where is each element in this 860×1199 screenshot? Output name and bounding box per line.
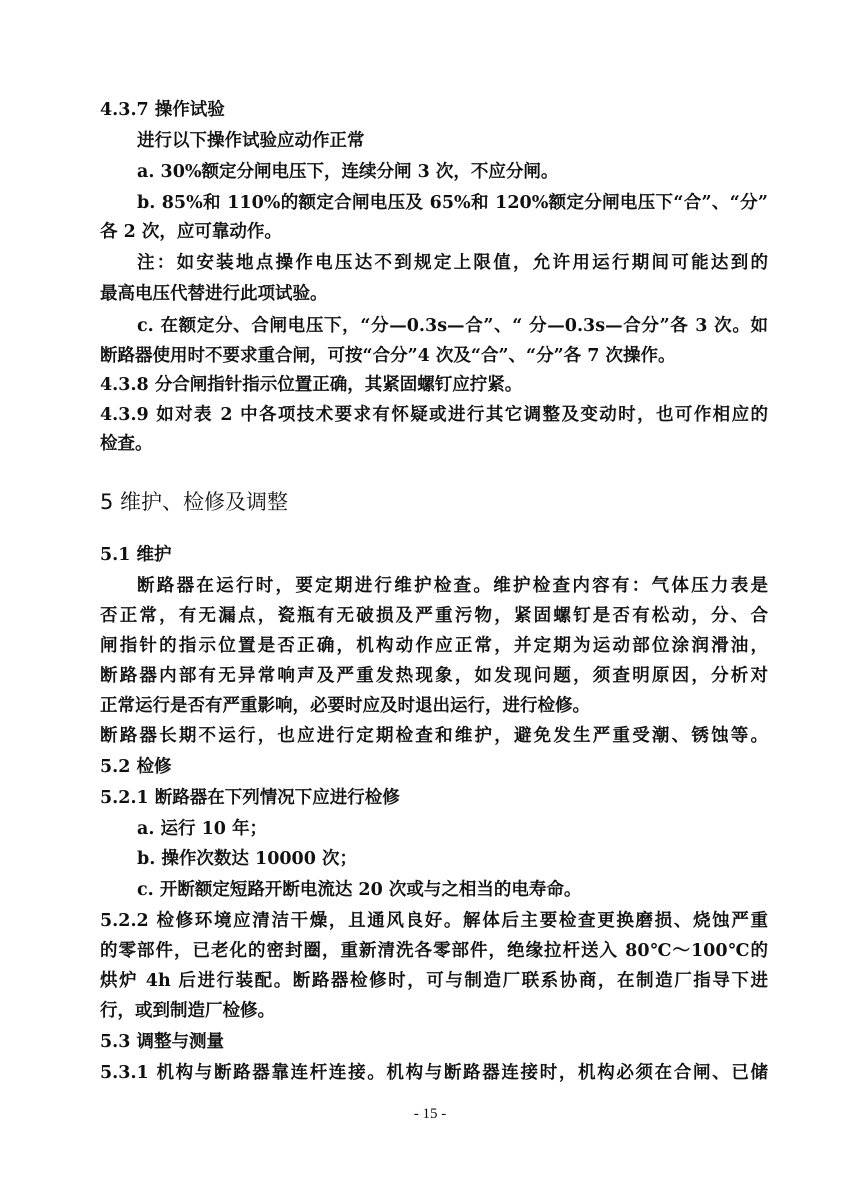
text-line: 进行以下操作试验应动作正常 [137, 131, 365, 151]
list-item: a. 运行 10 年； [137, 819, 268, 839]
list-item: c. 开断额定短路开断电流达 20 次或与之相当的电寿命。 [137, 880, 582, 900]
paragraph-line: 正常运行是否有严重影响，必要时应及时退出运行，进行检修。 [100, 696, 590, 716]
heading-4-3-9: 4.3.9 如对表 2 中各项技术要求有怀疑或进行其它调整及变动时，也可作相应的 [100, 405, 768, 425]
heading-5-2-1: 5.2.1 断路器在下列情况下应进行检修 [100, 788, 400, 808]
paragraph-line: 断路器在运行时，要定期进行维护检查。维护检查内容有：气体压力表是 [137, 576, 768, 596]
paragraph-line: 烘炉 4h 后进行装配。断路器检修时，可与制造厂联系协商，在制造厂指导下进 [100, 971, 768, 991]
note-line: 最高电压代替进行此项试验。 [100, 284, 328, 304]
heading-5-2-2: 5.2.2 检修环境应清洁干燥，且通风良好。解体后主要检查更换磨损、烧蚀严重 [100, 911, 768, 931]
text-line: 检查。 [100, 434, 153, 454]
heading-5-1: 5.1 维护 [100, 545, 172, 565]
paragraph-line: 的零部件，已老化的密封圈，重新清洗各零部件，绝缘拉杆送入 80℃～100℃的 [100, 941, 768, 961]
paragraph-line: 闸指针的指示位置是否正确，机构动作应正常，并定期为运动部位涂润滑油， [100, 636, 768, 656]
paragraph-line: 断路器内部有无异常响声及严重发热现象，如发现问题，须查明原因，分析对 [100, 666, 768, 686]
heading-5-3: 5.3 调整与测量 [100, 1032, 225, 1052]
text-line: a. 30%额定分闸电压下，连续分闸 3 次，不应分闸。 [137, 162, 559, 182]
text-line: b. 85%和 110%的额定合闸电压及 65%和 120%额定分闸电压下“合”、“分” [137, 193, 768, 213]
list-item: b. 操作次数达 10000 次； [137, 849, 357, 869]
note-line: 注：如安装地点操作电压达不到规定上限值，允许用运行期间可能达到的 [137, 253, 768, 273]
paragraph-line: 行，或到制造厂检修。 [100, 1001, 275, 1021]
heading-5-3-1: 5.3.1 机构与断路器靠连杆连接。机构与断路器连接时，机构必须在合闸、已储 [100, 1063, 768, 1083]
heading-5-2: 5.2 检修 [100, 757, 172, 777]
heading-4-3-8: 4.3.8 分合闸指针指示位置正确，其紧固螺钉应拧紧。 [100, 375, 523, 395]
heading-4-3-7: 4.3.7 操作试验 [100, 100, 225, 120]
paragraph-line: 否正常，有无漏点，瓷瓶有无破损及严重污物，紧固螺钉是否有松动，分、合 [100, 606, 768, 626]
text-line: c. 在额定分、合闸电压下，“分—0.3s—合”、“ 分—0.3s—合分”各 3 次。如 [137, 316, 768, 336]
paragraph-line: 断路器长期不运行，也应进行定期检查和维护，避免发生严重受潮、锈蚀等。 [100, 726, 768, 746]
text-line: 断路器使用时不要求重合闸，可按“合分”4 次及“合”、“分”各 7 次操作。 [100, 346, 676, 366]
text-line: 各 2 次，应可靠动作。 [100, 222, 282, 242]
page-number: - 15 - [413, 1106, 447, 1122]
section-5-title: 5 维护、检修及调整 [100, 490, 289, 514]
